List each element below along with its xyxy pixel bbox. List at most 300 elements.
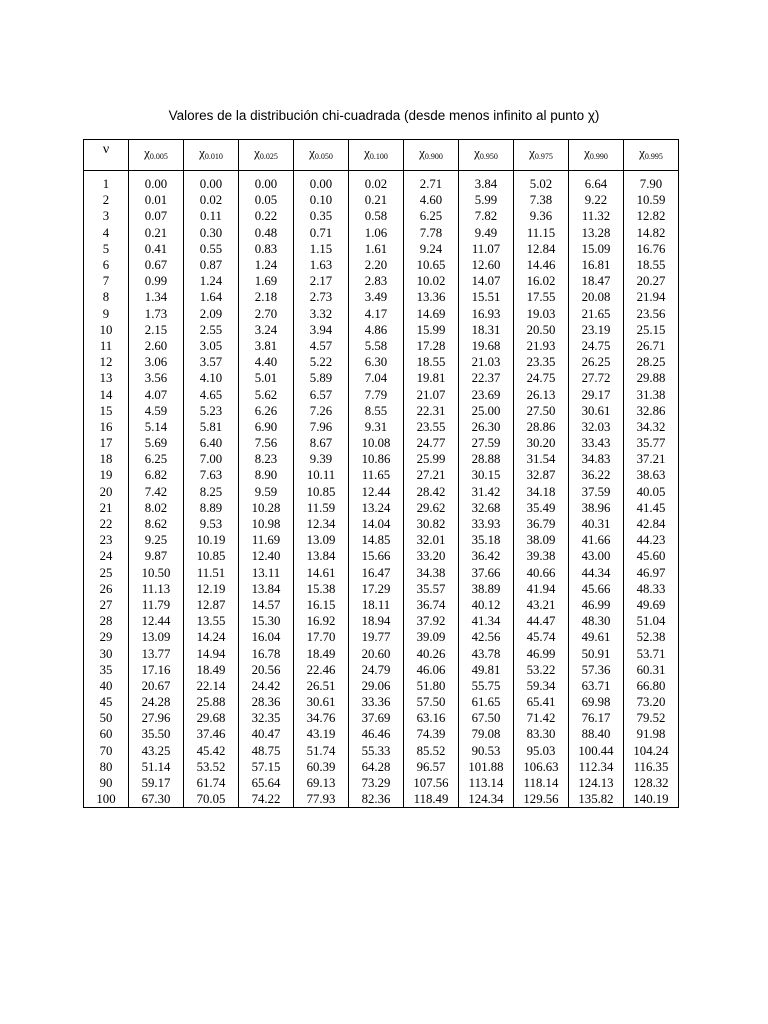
probability-subscript: 0.995 [644,152,663,161]
table-cell: 0.87 [184,257,239,273]
table-cell: 24.75 [514,370,569,386]
table-cell: 8.89 [184,500,239,516]
table-cell: 18.49 [294,645,349,661]
table-cell: 11.15 [514,225,569,241]
table-row [84,370,679,386]
table-cell: 9.87 [129,548,184,564]
table-cell: 6.25 [404,208,459,224]
degrees-of-freedom-cell: 8 [84,289,129,305]
table-cell: 55.75 [459,678,514,694]
table-row [84,386,679,402]
table-cell: 10.08 [349,435,404,451]
column-header [184,140,239,171]
table-cell: 2.73 [294,289,349,305]
table-row [84,419,679,435]
table-cell: 37.92 [404,613,459,629]
table-cell: 42.84 [624,516,679,532]
chi-symbol: χ [419,145,425,160]
table-cell: 1.73 [129,306,184,322]
table-cell: 7.82 [459,208,514,224]
table-cell: 90.53 [459,743,514,759]
column-header [459,140,514,171]
table-cell: 26.51 [294,678,349,694]
table-cell: 27.72 [569,370,624,386]
table-cell: 16.92 [294,613,349,629]
table-cell: 41.45 [624,500,679,516]
table-cell: 45.66 [569,581,624,597]
table-cell: 20.08 [569,289,624,305]
table-cell: 66.80 [624,678,679,694]
table-cell: 0.02 [184,192,239,208]
table-cell: 43.19 [294,726,349,742]
table-cell: 3.94 [294,322,349,338]
table-cell: 46.06 [404,662,459,678]
table-cell: 24.79 [349,662,404,678]
table-cell: 15.99 [404,322,459,338]
table-cell: 31.54 [514,451,569,467]
table-cell: 40.66 [514,565,569,581]
table-cell: 50.91 [569,645,624,661]
degrees-of-freedom-cell: 28 [84,613,129,629]
table-cell: 45.42 [184,743,239,759]
column-header [404,140,459,171]
table-cell: 41.66 [569,532,624,548]
table-cell: 70.05 [184,791,239,808]
table-cell: 21.65 [569,306,624,322]
table-cell: 32.35 [239,710,294,726]
table-cell: 31.42 [459,484,514,500]
table-cell: 76.17 [569,710,624,726]
table-cell: 67.50 [459,710,514,726]
degrees-of-freedom-cell: 7 [84,273,129,289]
table-cell: 71.42 [514,710,569,726]
degrees-of-freedom-cell: 45 [84,694,129,710]
table-cell: 13.28 [569,225,624,241]
table-cell: 29.68 [184,710,239,726]
table-row [84,289,679,305]
table-cell: 22.46 [294,662,349,678]
table-cell: 12.44 [129,613,184,629]
table-cell: 19.81 [404,370,459,386]
table-cell: 4.86 [349,322,404,338]
table-row [84,225,679,241]
degrees-of-freedom-cell: 16 [84,419,129,435]
table-cell: 34.38 [404,565,459,581]
table-row [84,743,679,759]
degrees-of-freedom-cell: 24 [84,548,129,564]
column-header [294,140,349,171]
table-cell: 9.36 [514,208,569,224]
table-cell: 11.32 [569,208,624,224]
table-cell: 96.57 [404,759,459,775]
table-cell: 0.01 [129,192,184,208]
table-cell: 4.57 [294,338,349,354]
table-cell: 14.94 [184,645,239,661]
degrees-of-freedom-cell: 11 [84,338,129,354]
probability-subscript: 0.025 [259,152,278,161]
table-cell: 65.41 [514,694,569,710]
table-cell: 13.55 [184,613,239,629]
table-row [84,467,679,483]
table-cell: 10.02 [404,273,459,289]
table-cell: 10.98 [239,516,294,532]
table-cell: 5.69 [129,435,184,451]
table-cell: 23.69 [459,386,514,402]
table-cell: 13.11 [239,565,294,581]
degrees-of-freedom-cell: 2 [84,192,129,208]
table-cell: 0.30 [184,225,239,241]
table-cell: 28.25 [624,354,679,370]
table-cell: 38.89 [459,581,514,597]
table-cell: 8.62 [129,516,184,532]
table-cell: 2.15 [129,322,184,338]
degrees-of-freedom-cell: 15 [84,403,129,419]
table-cell: 7.90 [624,171,679,193]
chi-symbol: χ [584,145,590,160]
table-cell: 15.38 [294,581,349,597]
table-cell: 0.00 [239,171,294,193]
table-cell: 3.24 [239,322,294,338]
table-cell: 43.78 [459,645,514,661]
table-cell: 53.71 [624,645,679,661]
table-cell: 13.36 [404,289,459,305]
table-cell: 0.05 [239,192,294,208]
table-cell: 5.89 [294,370,349,386]
table-cell: 32.01 [404,532,459,548]
table-cell: 3.81 [239,338,294,354]
table-cell: 13.09 [129,629,184,645]
table-cell: 2.83 [349,273,404,289]
table-body [84,171,679,808]
degrees-of-freedom-cell: 27 [84,597,129,613]
table-cell: 116.35 [624,759,679,775]
table-cell: 6.90 [239,419,294,435]
table-cell: 10.85 [294,484,349,500]
table-cell: 69.98 [569,694,624,710]
table-cell: 15.51 [459,289,514,305]
table-cell: 7.78 [404,225,459,241]
table-cell: 29.88 [624,370,679,386]
chi-symbol: χ [364,145,370,160]
table-cell: 5.58 [349,338,404,354]
table-cell: 73.29 [349,775,404,791]
table-cell: 24.75 [569,338,624,354]
table-cell: 43.25 [129,743,184,759]
probability-subscript: 0.900 [424,152,443,161]
table-cell: 5.22 [294,354,349,370]
table-cell: 17.16 [129,662,184,678]
table-cell: 5.62 [239,386,294,402]
table-cell: 20.27 [624,273,679,289]
table-cell: 10.65 [404,257,459,273]
table-cell: 3.49 [349,289,404,305]
table-cell: 26.30 [459,419,514,435]
table-cell: 14.85 [349,532,404,548]
table-row [84,338,679,354]
table-cell: 39.09 [404,629,459,645]
table-cell: 46.99 [569,597,624,613]
table-cell: 37.59 [569,484,624,500]
table-cell: 9.22 [569,192,624,208]
table-cell: 4.40 [239,354,294,370]
table-cell: 107.56 [404,775,459,791]
table-cell: 2.55 [184,322,239,338]
table-cell: 44.34 [569,565,624,581]
table-row [84,726,679,742]
degrees-of-freedom-cell: 20 [84,484,129,500]
table-cell: 1.69 [239,273,294,289]
table-cell: 10.19 [184,532,239,548]
table-cell: 11.13 [129,581,184,597]
page-title: Valores de la distribución chi-cuadrada (desde menos infinito al punto χ) [168,108,600,123]
table-cell: 7.96 [294,419,349,435]
table-cell: 5.02 [514,171,569,193]
degrees-of-freedom-cell: 9 [84,306,129,322]
table-cell: 25.88 [184,694,239,710]
table-cell: 18.11 [349,597,404,613]
table-cell: 7.04 [349,370,404,386]
table-cell: 35.50 [129,726,184,742]
degrees-of-freedom-cell: 10 [84,322,129,338]
table-cell: 8.25 [184,484,239,500]
table-row [84,208,679,224]
table-cell: 5.01 [239,370,294,386]
table-cell: 18.47 [569,273,624,289]
table-cell: 39.38 [514,548,569,564]
table-cell: 104.24 [624,743,679,759]
table-cell: 37.46 [184,726,239,742]
table-cell: 15.30 [239,613,294,629]
table-cell: 1.34 [129,289,184,305]
table-cell: 6.25 [129,451,184,467]
table-cell: 24.42 [239,678,294,694]
table-cell: 49.81 [459,662,514,678]
table-row [84,306,679,322]
table-cell: 15.09 [569,241,624,257]
table-cell: 5.81 [184,419,239,435]
table-cell: 41.94 [514,581,569,597]
table-cell: 36.79 [514,516,569,532]
table-cell: 11.65 [349,467,404,483]
table-cell: 6.57 [294,386,349,402]
table-cell: 7.42 [129,484,184,500]
table-cell: 28.36 [239,694,294,710]
table-cell: 36.74 [404,597,459,613]
table-cell: 17.70 [294,629,349,645]
table-cell: 4.65 [184,386,239,402]
table-cell: 18.55 [404,354,459,370]
table-cell: 31.38 [624,386,679,402]
degrees-of-freedom-cell: 50 [84,710,129,726]
table-cell: 13.24 [349,500,404,516]
table-cell: 20.56 [239,662,294,678]
table-cell: 22.31 [404,403,459,419]
degrees-of-freedom-cell: 35 [84,662,129,678]
table-row [84,629,679,645]
table-cell: 27.59 [459,435,514,451]
table-row [84,532,679,548]
table-cell: 51.04 [624,613,679,629]
table-cell: 14.82 [624,225,679,241]
table-cell: 9.31 [349,419,404,435]
table-cell: 25.00 [459,403,514,419]
table-cell: 37.69 [349,710,404,726]
column-header [349,140,404,171]
table-cell: 10.11 [294,467,349,483]
table-cell: 10.86 [349,451,404,467]
table-cell: 20.50 [514,322,569,338]
degrees-of-freedom-cell: 40 [84,678,129,694]
table-cell: 1.15 [294,241,349,257]
table-cell: 6.64 [569,171,624,193]
table-cell: 2.71 [404,171,459,193]
table-cell: 37.66 [459,565,514,581]
table-cell: 13.84 [294,548,349,564]
table-cell: 51.74 [294,743,349,759]
table-cell: 18.55 [624,257,679,273]
table-cell: 27.50 [514,403,569,419]
table-cell: 7.26 [294,403,349,419]
table-cell: 32.87 [514,467,569,483]
table-cell: 3.06 [129,354,184,370]
table-cell: 32.03 [569,419,624,435]
table-cell: 43.00 [569,548,624,564]
column-header [569,140,624,171]
table-cell: 77.93 [294,791,349,808]
table-cell: 19.77 [349,629,404,645]
table-row [84,500,679,516]
table-cell: 1.64 [184,289,239,305]
table-cell: 112.34 [569,759,624,775]
table-cell: 30.61 [569,403,624,419]
probability-subscript: 0.050 [314,152,333,161]
chi-symbol: χ [639,145,645,160]
chi-symbol: χ [474,145,480,160]
table-cell: 7.38 [514,192,569,208]
table-cell: 11.07 [459,241,514,257]
table-cell: 0.10 [294,192,349,208]
table-cell: 30.15 [459,467,514,483]
table-cell: 118.49 [404,791,459,808]
column-header [514,140,569,171]
table-cell: 0.58 [349,208,404,224]
table-cell: 57.15 [239,759,294,775]
probability-subscript: 0.005 [149,152,168,161]
table-row [84,241,679,257]
probability-subscript: 0.990 [589,152,608,161]
table-cell: 27.96 [129,710,184,726]
table-cell: 49.61 [569,629,624,645]
table-cell: 16.04 [239,629,294,645]
table-cell: 21.93 [514,338,569,354]
table-cell: 129.56 [514,791,569,808]
table-cell: 36.42 [459,548,514,564]
table-row [84,645,679,661]
table-row [84,484,679,500]
table-cell: 65.64 [239,775,294,791]
degrees-of-freedom-cell: 22 [84,516,129,532]
table-cell: 128.32 [624,775,679,791]
table-cell: 1.24 [184,273,239,289]
table-cell: 100.44 [569,743,624,759]
table-cell: 14.07 [459,273,514,289]
table-cell: 3.05 [184,338,239,354]
table-cell: 30.82 [404,516,459,532]
table-cell: 95.03 [514,743,569,759]
table-row [84,581,679,597]
table-cell: 24.77 [404,435,459,451]
table-cell: 73.20 [624,694,679,710]
table-cell: 59.34 [514,678,569,694]
table-cell: 9.25 [129,532,184,548]
table-cell: 6.26 [239,403,294,419]
probability-subscript: 0.950 [479,152,498,161]
table-cell: 34.32 [624,419,679,435]
table-cell: 1.24 [239,257,294,273]
table-cell: 7.79 [349,386,404,402]
table-cell: 63.71 [569,678,624,694]
table-cell: 12.87 [184,597,239,613]
column-header [129,140,184,171]
table-cell: 5.23 [184,403,239,419]
table-cell: 21.07 [404,386,459,402]
table-cell: 16.02 [514,273,569,289]
table-cell: 60.39 [294,759,349,775]
table-cell: 79.08 [459,726,514,742]
table-cell: 18.49 [184,662,239,678]
table-cell: 27.21 [404,467,459,483]
table-row [84,678,679,694]
column-header [624,140,679,171]
degrees-of-freedom-cell: 14 [84,386,129,402]
chi-symbol: χ [199,145,205,160]
table-cell: 1.06 [349,225,404,241]
table-row [84,516,679,532]
table-cell: 40.26 [404,645,459,661]
table-cell: 12.34 [294,516,349,532]
table-cell: 118.14 [514,775,569,791]
degrees-of-freedom-cell: 5 [84,241,129,257]
table-row [84,775,679,791]
degrees-of-freedom-cell: 4 [84,225,129,241]
table-cell: 7.56 [239,435,294,451]
table-cell: 135.82 [569,791,624,808]
table-cell: 19.68 [459,338,514,354]
table-cell: 9.59 [239,484,294,500]
table-cell: 4.17 [349,306,404,322]
table-cell: 4.07 [129,386,184,402]
table-cell: 16.47 [349,565,404,581]
table-cell: 8.67 [294,435,349,451]
table-cell: 40.12 [459,597,514,613]
table-cell: 16.15 [294,597,349,613]
degrees-of-freedom-cell: 30 [84,645,129,661]
table-cell: 33.93 [459,516,514,532]
table-cell: 2.09 [184,306,239,322]
table-cell: 67.30 [129,791,184,808]
table-cell: 34.83 [569,451,624,467]
table-cell: 5.99 [459,192,514,208]
table-cell: 8.23 [239,451,294,467]
table-cell: 10.59 [624,192,679,208]
table-row [84,354,679,370]
table-cell: 74.22 [239,791,294,808]
table-cell: 79.52 [624,710,679,726]
table-cell: 16.76 [624,241,679,257]
table-cell: 7.00 [184,451,239,467]
table-cell: 12.84 [514,241,569,257]
table-cell: 63.16 [404,710,459,726]
